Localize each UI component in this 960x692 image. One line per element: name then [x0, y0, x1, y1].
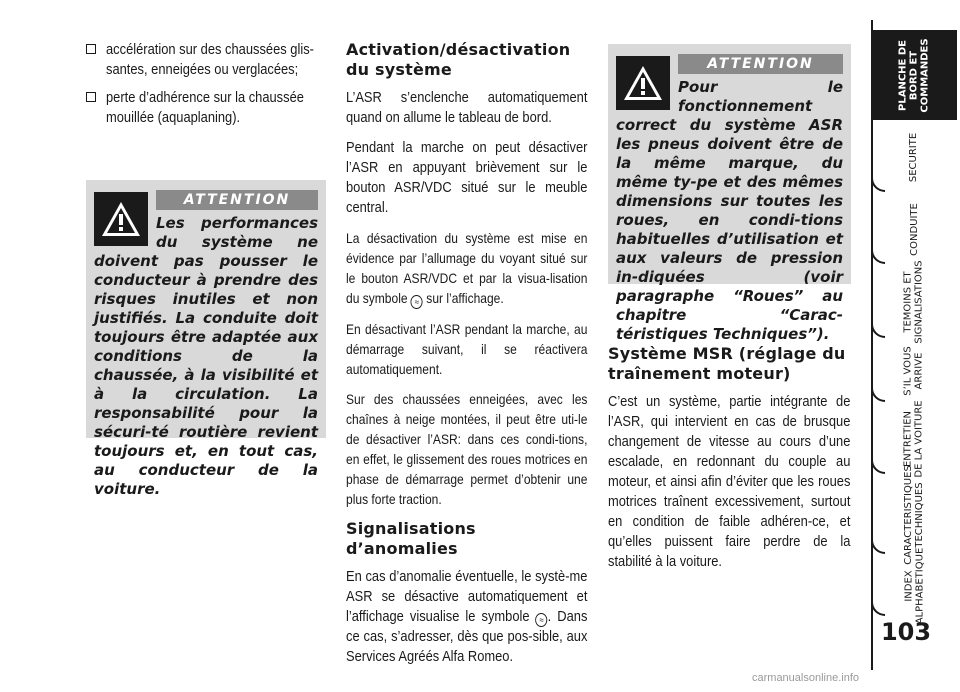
heading-line: Système MSR (réglage du — [608, 344, 846, 363]
paragraph: Pendant la marche on peut désactiver l’ASR en appuyant brièvement sur le bouton ASR/VDC situé sur le meuble central. — [346, 139, 588, 216]
attention-badge: ATTENTION — [156, 190, 318, 210]
warning-box-tyres — [608, 44, 851, 343]
section-heading-msr — [608, 344, 851, 384]
paragraph-text: La désactivation du système est mise en évidence par l’allumage du voyant situé sur le bouton ASR/VDC et par la visua-lisation du symbole — [346, 230, 588, 306]
warning-text: Les performances du système ne doivent pas pousser le conducteur à prendre des risques inutiles et non justifiés. La conduite doit toujours être adaptée aux conditions de la chaussée, à la visibilité et à la circulation. La responsabilité pour la sécuri-té routière revient toujours et, en tout cas, au conducteur de la voiture. — [94, 214, 318, 498]
tab-separator — [871, 324, 885, 338]
tab-sil-vous-arrive[interactable] — [871, 340, 957, 402]
tab-label: ENTRETIEN DE LA VOITURE — [902, 400, 925, 478]
heading-line: Activation/désactivation — [346, 40, 571, 59]
paragraph: L’ASR s’enclenche automatiquement quand on allume le tableau de bord. — [346, 89, 588, 126]
asr-failure-symbol-icon: ≈ — [536, 613, 548, 627]
tab-label: TEMOINS ET SIGNALISATIONS — [903, 260, 925, 344]
paragraph-text: . Dans ce cas, s’adresser, dès que pos-sible, aux Services Agréés Alfa Romeo. — [346, 608, 588, 665]
bullet-item — [86, 40, 326, 80]
paragraph — [346, 228, 587, 309]
checkbox-bullet-icon — [86, 44, 96, 54]
section-heading-activation — [346, 40, 588, 80]
paragraph: En désactivant l’ASR pendant la marche, au démarrage suivant, il se réactivera automatiquement. — [346, 321, 588, 377]
tab-separator — [871, 540, 885, 554]
section-heading-anomalies: Signalisations d’anomalies — [346, 519, 476, 558]
tab-label: CONDUITE — [908, 202, 920, 256]
heading-line: du système — [346, 60, 452, 79]
bullet-text: accélération sur des chaussées glis-santes, enneigées ou verglacées; — [106, 41, 314, 78]
paragraph — [346, 567, 587, 667]
tab-separator — [871, 388, 885, 402]
tab-separator — [871, 250, 885, 264]
chapter-index-sidebar — [871, 0, 960, 692]
warning-triangle-icon — [616, 56, 670, 110]
tab-separator — [871, 178, 885, 192]
bullet-item — [86, 88, 326, 128]
paragraph-text: sur l’affichage. — [426, 290, 504, 306]
tab-planche-de-bord[interactable] — [871, 30, 957, 120]
heading-line: traînement moteur) — [608, 364, 791, 383]
tab-securite[interactable] — [871, 122, 957, 192]
paragraph-text: En cas d’anomalie éventuelle, le systè-me ASR se désactive automatiquement et l’affichage visualise le symbole — [346, 568, 588, 625]
tab-separator — [871, 602, 885, 616]
checkbox-bullet-icon — [86, 92, 96, 102]
watermark: carmanualsonline.info — [752, 672, 860, 684]
asr-off-symbol-icon: ≈ — [411, 295, 423, 309]
warning-box-performance — [86, 180, 326, 498]
warning-text: Pour le fonctionnement correct du système ASR les pneus doivent être de la même marque, du même ty-pe et des mêmes dimensions sur toutes les roues, en condi-tions habituelles d’utilisation et aux valeurs de pression in-diquées (voir paragraphe “Roues” au chapitre “Carac-téristiques Techniques”). — [616, 78, 843, 343]
paragraph: Sur des chaussées enneigées, avec les chaînes à neige montées, il peut être uti-le de désactiver l’ASR: dans ces condi-tions, en effet, le glissement des roues motrices en phase de démarrage permet d’obtenir une plus forte traction. — [346, 391, 588, 507]
column-right — [608, 344, 851, 582]
column-middle — [346, 40, 588, 677]
tab-entretien[interactable] — [871, 400, 957, 478]
bullet-text: perte d’adhérence sur la chaussée mouillée (aquaplaning). — [106, 89, 304, 126]
tab-caracteristiques[interactable] — [871, 465, 957, 565]
tab-label: S’IL VOUS ARRIVE — [903, 346, 925, 396]
page-number: 103 — [880, 618, 932, 646]
paragraph: C’est un système, partie intégrante de l’ASR, qui intervient en cas de brusque changement de vitesse au cours d’une escalade, en redonnant du couple au moteur, et ainsi afin d’éviter que les roues motrices traînent excessivement, surtout en condition de faible adhéren-ce, et qu’elles puissent faire perdre de la stabilité à la voiture. — [608, 393, 851, 570]
tab-label: PLANCHE DE BORD ET COMMANDES — [897, 37, 931, 113]
tab-index[interactable] — [871, 547, 957, 625]
warning-triangle-icon — [94, 192, 148, 246]
tab-separator — [871, 460, 885, 474]
attention-badge: ATTENTION — [678, 54, 843, 74]
tab-label: SECURITE — [908, 132, 920, 182]
tab-label: INDEX ALPHABETIQUE — [903, 547, 925, 625]
column-left — [86, 40, 326, 136]
tab-conduite[interactable] — [871, 194, 957, 264]
tab-temoins[interactable] — [871, 260, 957, 344]
tab-label: CARACTERISTIQUES TECHNIQUES — [903, 465, 926, 565]
